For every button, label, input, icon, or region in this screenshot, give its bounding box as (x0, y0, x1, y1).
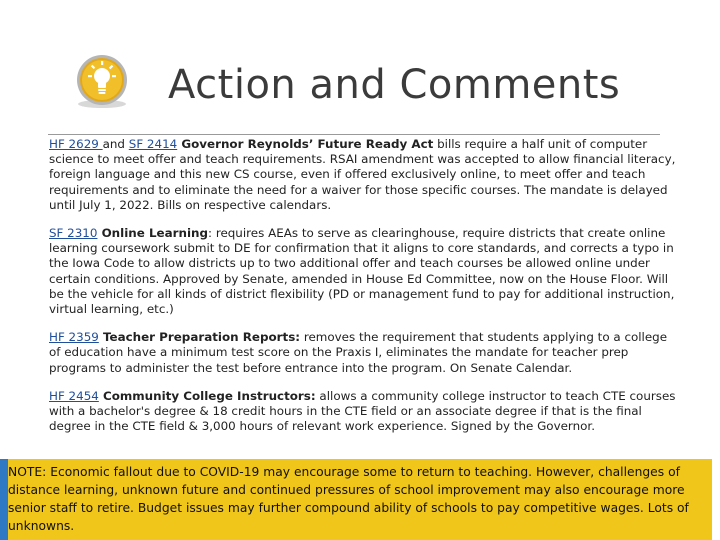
bill-link-hf2629[interactable]: HF 2629 (49, 137, 103, 151)
bill-item-sf2310 (49, 226, 677, 317)
title-divider (48, 134, 660, 135)
bill-item-hf2629 (49, 137, 677, 213)
bill-heading: Governor Reynolds’ Future Ready Act (177, 137, 434, 151)
bill-link-sf2310[interactable]: SF 2310 (49, 226, 98, 241)
bill-item-hf2454 (49, 389, 677, 435)
note-callout (0, 459, 712, 540)
bill-heading: Community College Instructors: (98, 388, 316, 403)
bill-description: allows a community college instructor to teach CTE courses with a bachelor's degree & 18 credit hours in the CTE field or an associate degree if that is the final degree in the CTE field & 3,000 hours of relevant work experience. Signed by the Governor. (49, 388, 676, 434)
bill-list (49, 137, 677, 447)
bill-heading: Teacher Preparation Reports: (98, 330, 301, 345)
bill-item-hf2359 (49, 330, 677, 376)
lightbulb-icon (72, 52, 132, 112)
page-title: Action and Comments (168, 62, 621, 108)
bill-heading: Online Learning (97, 226, 209, 241)
bill-description: removes the requirement that students applying to a college of education have a minimum test score on the Praxis I, eliminates the mandate for teacher prep programs to administer the test before entrance into the program. On Senate Calendar. (49, 330, 668, 375)
note-text: NOTE: Economic fallout due to COVID-19 may encourage some to return to teaching. However, challenges of distance learning, unknown future and continued pressures of school improvement may also encourage more senior staff to retire. Budget issues may further compound ability of schools to pay competitive wages. Lots of unknowns. (8, 465, 689, 533)
bill-connector: and (102, 137, 129, 151)
note-accent-bar (0, 459, 8, 540)
bill-description: : requires AEAs to serve as clearinghouse, require districts that create online learning coursework submit to DE for confirmation that it aligns to core standards, and corrects a typo in the Iowa Code to allow districts up to two additional offer and teach courses be allowed online under certain conditions. Approved by Senate, amended in House Ed Committee, now on the House Floor. Will be the vehicle for all kinds of district flexibility (PD or management fund to pay for additional instruction, virtual learning, etc.) (49, 226, 675, 317)
bill-link-hf2454[interactable]: HF 2454 (49, 388, 99, 403)
bill-description: bills require a half unit of computer science to meet offer and teach requirements. RSAI amendment was accepted to allow financial literacy, foreign language and this new CS course, even if offered exclusively online, to meet offer and teach requirements and to eliminate the need for a waiver for those specific courses. The mandate is delayed until July 1, 2022. Bills on respective calendars. (49, 137, 676, 212)
bill-link-sf2414[interactable]: SF 2414 (128, 137, 178, 151)
bill-link-hf2359[interactable]: HF 2359 (49, 330, 99, 345)
